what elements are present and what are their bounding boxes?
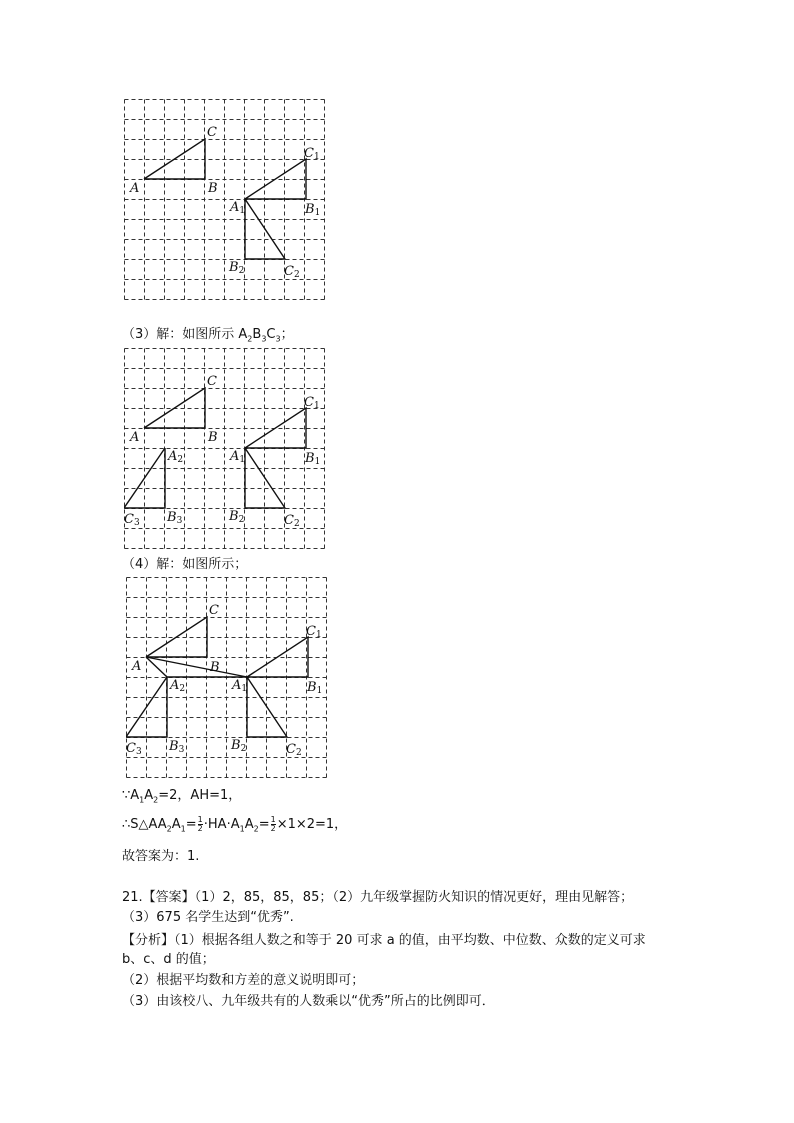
part3-heading: （3）解：如图所示 $A_2B_3C_3$； xyxy=(122,327,294,344)
fraction-half: $\frac{1}{2}$ xyxy=(197,815,203,833)
label-c: C xyxy=(209,603,219,618)
label-b2: B2 xyxy=(229,509,245,525)
label-a2: A2 xyxy=(170,678,186,694)
label-b: B xyxy=(210,660,220,675)
label-b2: B2 xyxy=(231,738,247,754)
grid-figure-1 xyxy=(124,99,330,305)
label-b: B xyxy=(208,430,218,445)
label-b1: B1 xyxy=(307,680,323,696)
q21-analysis-line-3: （2）根据平均数和方差的意义说明即可； xyxy=(122,973,365,988)
answer-line: 故答案为：1. xyxy=(122,849,200,864)
q21-answer-line: 21.【答案】（1）2，85，85，85；（2）九年级掌握防火知识的情况更好，理由见解答； xyxy=(122,890,634,905)
label-a: A xyxy=(130,181,140,196)
label-b3: B3 xyxy=(169,739,185,755)
q21-analysis-line-2: b、c、d 的值； xyxy=(122,952,215,967)
label-c2: C2 xyxy=(286,742,302,758)
therefore-line: $\therefore S\triangle AA_2A_1=$ $\frac{1}{2}$ $\cdot HA\cdot A_1A_2=$ $\frac{1}{2}$ ×1×2=1， xyxy=(122,815,348,834)
label-c: C xyxy=(207,125,217,140)
label-c1: C1 xyxy=(304,395,320,411)
label-c3: C3 xyxy=(126,741,142,757)
grid-figure-2 xyxy=(124,348,330,554)
label-a1: A1 xyxy=(230,200,246,216)
label-c2: C2 xyxy=(284,264,300,280)
label-a2: A2 xyxy=(168,449,184,465)
q21-analysis-line-4: （3）由该校八、九年级共有的人数乘以“优秀”所占的比例即可． xyxy=(122,994,495,1009)
label-c1: C1 xyxy=(304,146,320,162)
label-a1: A1 xyxy=(230,449,246,465)
label-c: C xyxy=(207,374,217,389)
q21-analysis-line-1: 【分析】（1）根据各组人数之和等于 20 可求 a 的值，由平均数、中位数、众数的定义可求 xyxy=(122,933,646,948)
label-a1: A1 xyxy=(232,678,248,694)
label-b: B xyxy=(208,181,218,196)
label-b2: B2 xyxy=(229,260,245,276)
q21-answer-line-2: （3）675 名学生达到“优秀”. xyxy=(122,910,294,925)
part4-heading: （4）解：如图所示； xyxy=(122,557,248,572)
label-b1: B1 xyxy=(305,451,321,467)
label-b3: B3 xyxy=(167,510,183,526)
segment-a-a1 xyxy=(146,657,247,677)
label-b1: B1 xyxy=(305,202,321,218)
grid-figure-3 xyxy=(126,577,332,783)
label-c3: C3 xyxy=(124,512,140,528)
because-line: $\because A_1A_2=2$，AH=1， xyxy=(122,788,242,805)
label-a: A xyxy=(130,430,140,445)
label-c1: C1 xyxy=(306,624,322,640)
fraction-half: $\frac{1}{2}$ xyxy=(270,815,276,833)
label-a: A xyxy=(132,659,142,674)
label-c2: C2 xyxy=(284,513,300,529)
